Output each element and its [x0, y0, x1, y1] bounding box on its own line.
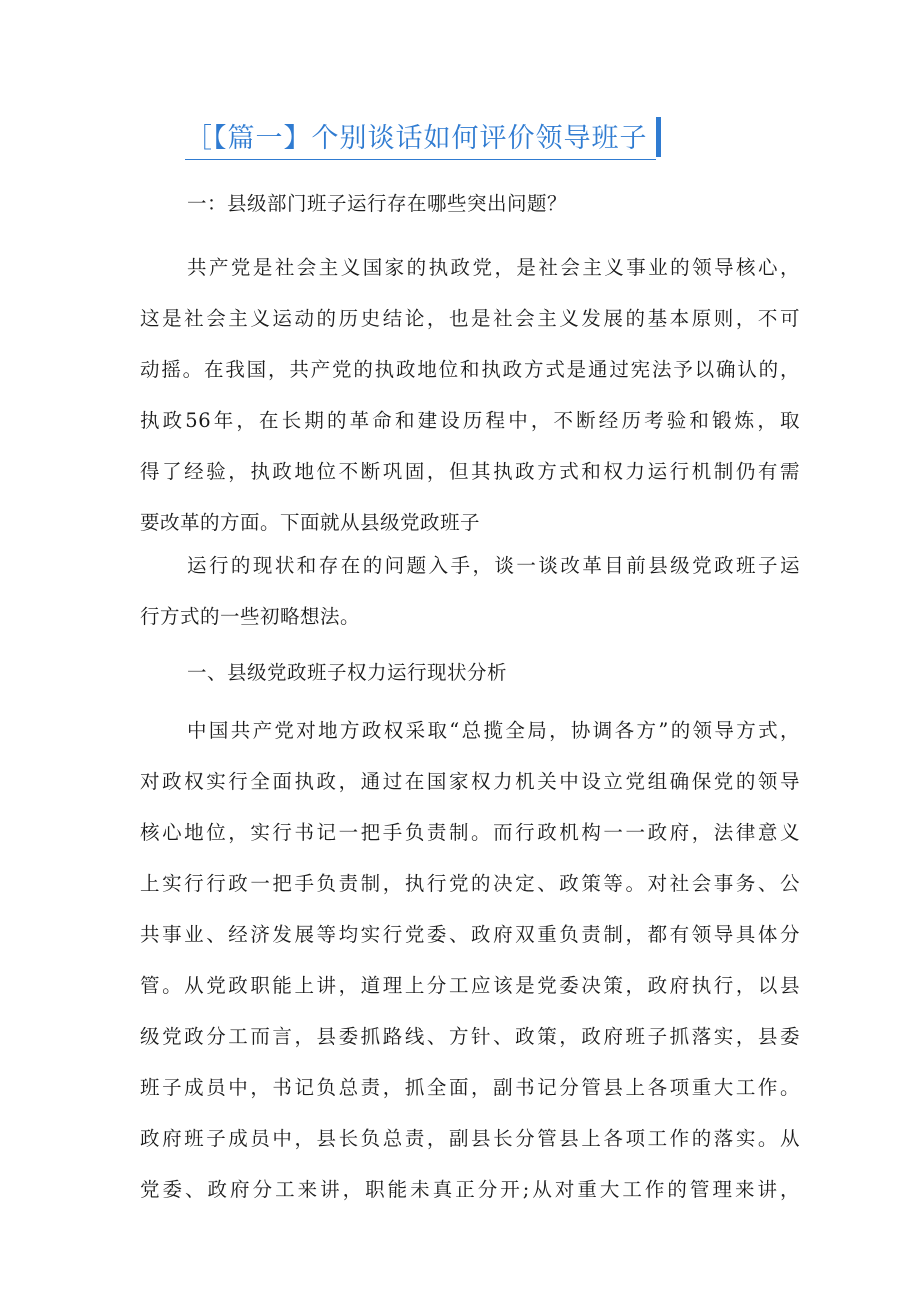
heading-text: 一、县级党政班子权力运行现状分析: [187, 661, 508, 684]
text-cursor-bar: [656, 117, 661, 157]
document-title: ［【篇一】个别谈话如何评价领导班子: [185, 119, 656, 160]
paragraph-3: [140, 705, 800, 1215]
paragraph-line: 行方式的一些初略想法。: [140, 605, 361, 628]
paragraph-line: 管。从党政职能上讲，道理上分工应该是党委决策，政府执行，以县: [140, 974, 800, 997]
paragraph-line: 运行的现状和存在的问题入手，谈一谈改革目前县级党政班子运: [187, 554, 800, 577]
paragraph-1: [140, 242, 800, 548]
paragraph-line: 共事业、经济发展等均实行党委、政府双重负责制，都有领导具体分: [140, 923, 800, 946]
paragraph-line: 动摇。在我国，共产党的执政地位和执政方式是通过宪法予以确认的，: [140, 358, 800, 381]
paragraph-line: 对政权实行全面执政，通过在国家权力机关中设立党组确保党的领导: [140, 770, 800, 793]
paragraph-line: 共产党是社会主义国家的执政党，是社会主义事业的领导核心，: [187, 256, 800, 279]
paragraph-line: 得了经验，执政地位不断巩固，但其执政方式和权力运行机制仍有需: [140, 460, 800, 483]
paragraph-line: 党委、政府分工来讲，职能未真正分开;从对重大工作的管理来讲，: [140, 1178, 800, 1201]
heading-text: 一：县级部门班子运行存在哪些突出问题？: [187, 192, 568, 215]
paragraph-line: 政府班子成员中，县长负总责，副县长分管县上各项工作的落实。从: [140, 1127, 800, 1150]
paragraph-line: 执政56年，在长期的革命和建设历程中，不断经历考验和锻炼，取: [140, 409, 800, 432]
paragraph-line: 核心地位，实行书记一把手负责制。而行政机构一一政府，法律意义: [140, 821, 800, 844]
section-heading-2: [140, 647, 800, 698]
paragraph-line: 级党政分工而言，县委抓路线、方针、政策，政府班子抓落实，县委: [140, 1025, 800, 1048]
paragraph-line: 上实行行政一把手负责制，执行党的决定、政策等。对社会事务、公: [140, 872, 800, 895]
paragraph-line: 要改革的方面。下面就从县级党政班子: [140, 511, 481, 534]
paragraph-line: 中国共产党对地方政权采取“总揽全局，协调各方”的领导方式，: [187, 719, 800, 742]
paragraph-line: 这是社会主义运动的历史结论，也是社会主义发展的基本原则，不可: [140, 307, 800, 330]
section-heading-1: [140, 178, 800, 229]
paragraph-line: 班子成员中，书记负总责，抓全面，副书记分管县上各项重大工作。: [140, 1076, 800, 1099]
paragraph-2: [140, 540, 800, 642]
title-block: [185, 112, 661, 160]
